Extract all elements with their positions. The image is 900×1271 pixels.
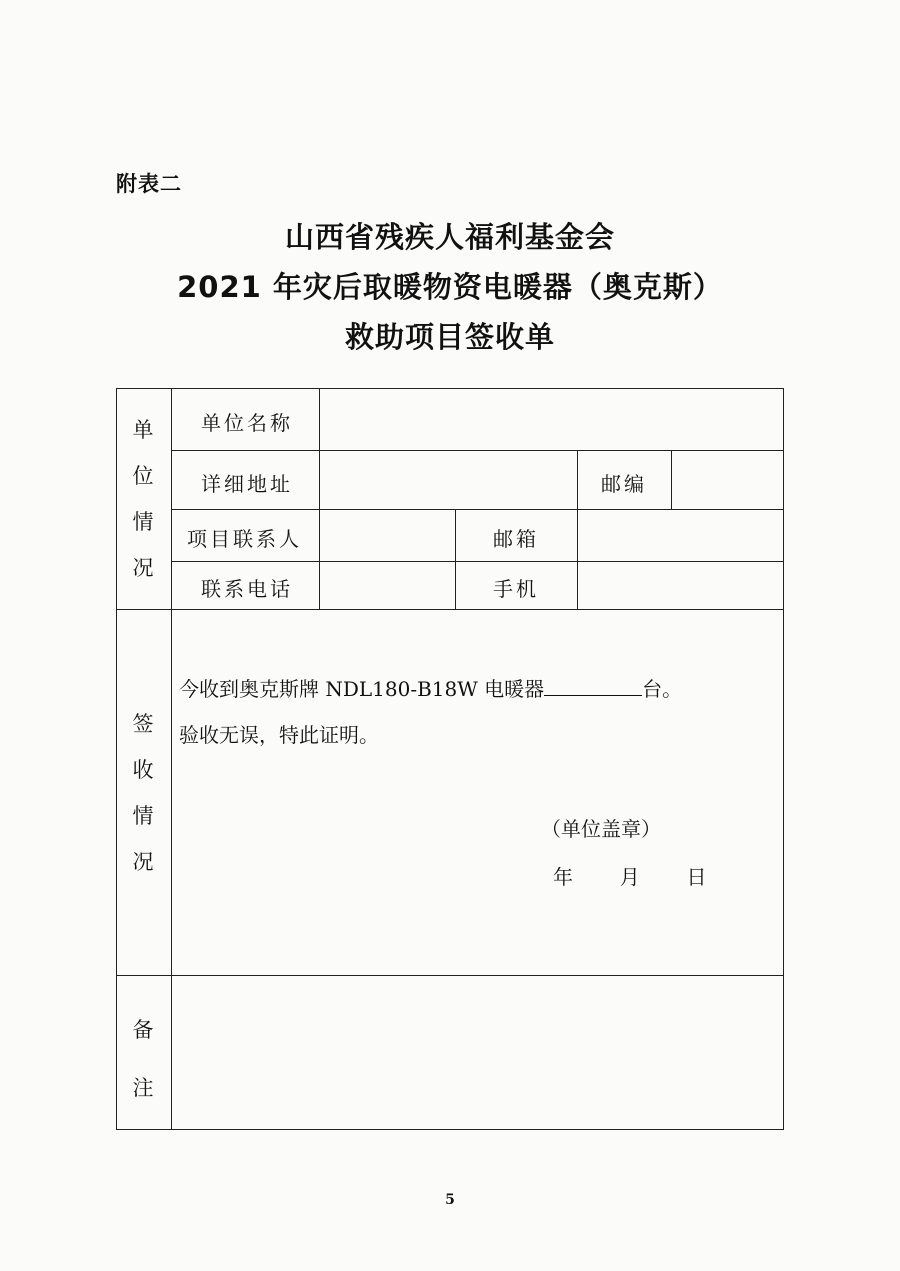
receipt-section-label: 签 收 情 况 [132, 712, 154, 874]
row-divider [171, 509, 783, 510]
column-divider [455, 509, 456, 609]
contact-label: 项目联系人 [187, 527, 302, 551]
title-line-2: 2021 年灾后取暖物资电暖器（奥克斯） [177, 270, 723, 304]
section-divider [117, 975, 783, 976]
column-divider [577, 509, 578, 609]
section-divider [117, 609, 783, 610]
column-divider [319, 389, 320, 609]
document-title [0, 212, 900, 362]
row-divider [171, 561, 783, 562]
phone-label: 联系电话 [201, 577, 293, 601]
receipt-form-table [116, 388, 784, 1130]
unit-name-label: 单位名称 [201, 411, 293, 435]
postcode-label: 邮编 [601, 472, 647, 496]
remarks-section-label: 备 注 [132, 1018, 154, 1100]
row-divider [171, 450, 783, 451]
quantity-blank [544, 677, 642, 696]
attachment-label: 附表二 [116, 172, 182, 196]
email-label: 邮箱 [493, 527, 539, 551]
title-line-1: 山西省残疾人福利基金会 [284, 220, 615, 254]
seal-label: （单位盖章） [541, 817, 661, 841]
page-number: 5 [445, 1192, 455, 1208]
mobile-label: 手机 [493, 577, 539, 601]
column-divider [577, 450, 578, 509]
column-divider [671, 450, 672, 509]
title-line-3: 救助项目签收单 [344, 320, 555, 354]
receipt-statement: 今收到奥克斯牌 NDL180-B18W 电暖器 台。 [179, 677, 683, 701]
unit-section-label: 单 位 情 况 [132, 418, 154, 580]
address-label: 详细地址 [201, 472, 293, 496]
receipt-confirmation: 验收无误，特此证明。 [179, 723, 379, 747]
section-label-divider [171, 389, 172, 1129]
date-line: 年 月 日 [553, 865, 707, 889]
